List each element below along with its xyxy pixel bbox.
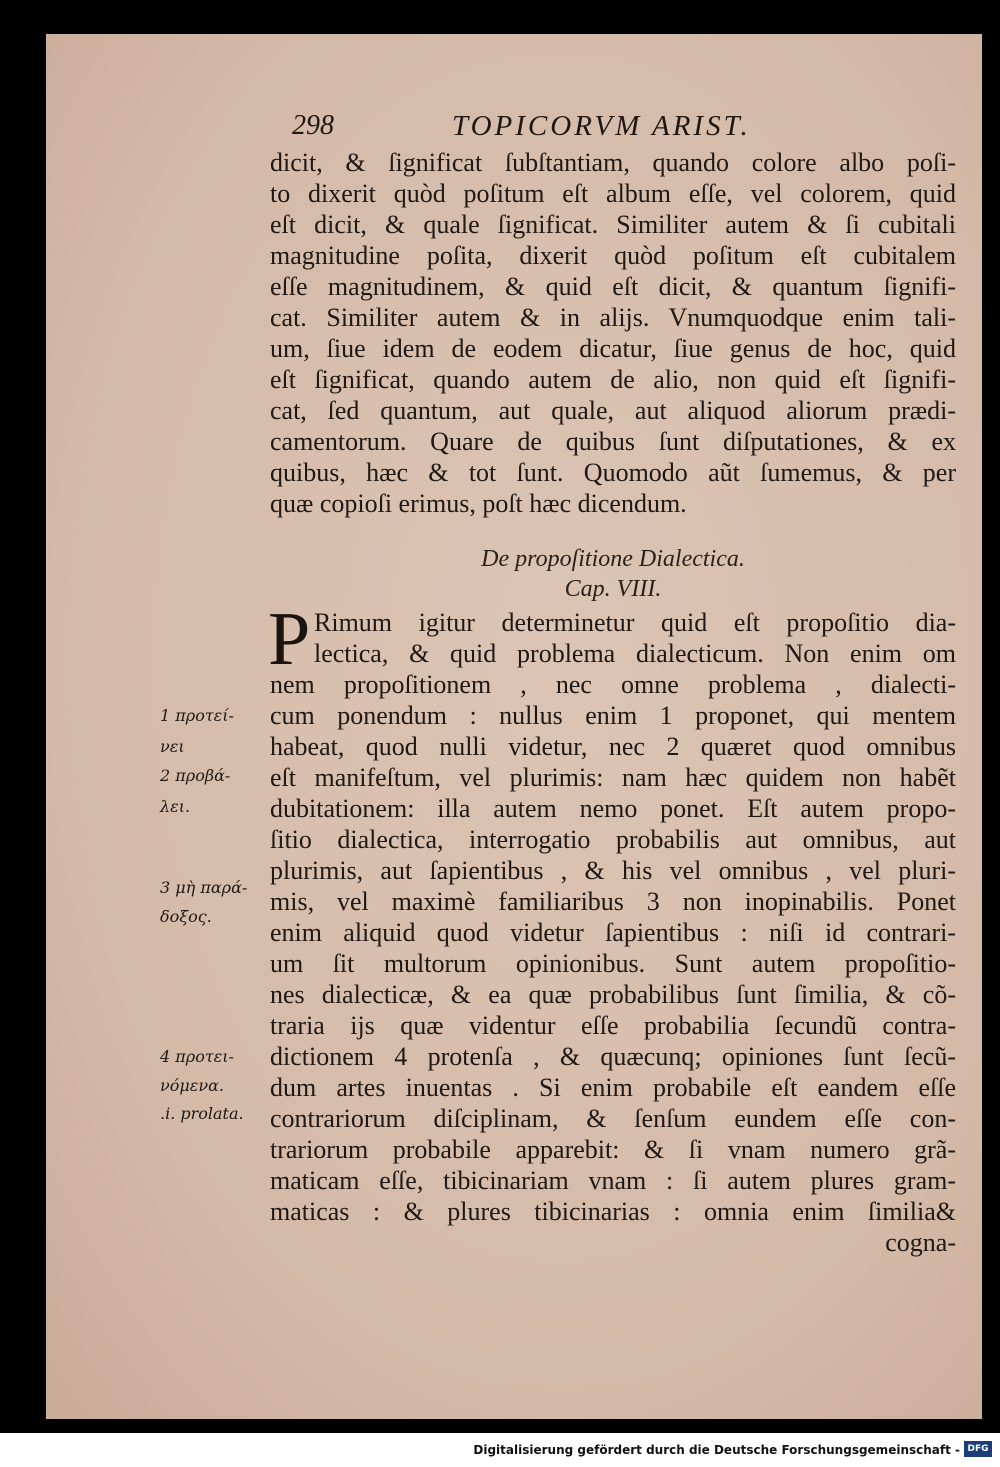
text-line: dictionem 4 protenſa , & quæcunq; opiniones ſunt ſecũ- bbox=[270, 1042, 956, 1071]
text-line: to dixerit quòd poſitum eſt album eſſe, vel colorem, quid bbox=[270, 179, 956, 208]
dfg-logo: DFG bbox=[964, 1441, 992, 1457]
page-header bbox=[0, 110, 1000, 150]
marginal-note: νει bbox=[160, 737, 185, 756]
text-line: um ſit multorum opinionibus. Sunt autem propoſitio- bbox=[270, 949, 956, 978]
marginal-note: 4 προτει- bbox=[160, 1047, 234, 1066]
text-line: magnitudine poſita, dixerit quòd poſitum eſt cubitalem bbox=[270, 241, 956, 270]
text-line: quæ copioſi erimus, poſt hæc dicendum. bbox=[270, 489, 687, 518]
text-line: cat. Similiter autem & in alijs. Vnumquodque enim tali- bbox=[270, 303, 956, 332]
drop-cap: P bbox=[268, 597, 311, 681]
top-paragraph bbox=[270, 147, 956, 519]
chapter-number: Cap. VIII. bbox=[564, 576, 662, 602]
text-line: Rimum igitur determinetur quid eſt propoſitio dia- bbox=[314, 608, 956, 637]
text-line: maticas : & plures tibicinarias : omnia enim ſimilia& bbox=[270, 1197, 956, 1226]
text-line: nem propoſitionem , nec omne problema , dialecti- bbox=[270, 670, 956, 699]
marginal-note: .i. prolata. bbox=[160, 1104, 244, 1123]
funding-notice: Digitalisierung gefördert durch die Deutsche Forschungsgemeinschaft - bbox=[473, 1443, 960, 1457]
marginal-note: νόμενα. bbox=[160, 1076, 224, 1095]
text-line: eſt dicit, & quale ſignificat. Similiter autem & ſi cubitali bbox=[270, 210, 956, 239]
marginal-note: 2 προβά- bbox=[160, 766, 231, 785]
text-line: dicit, & ſignificat ſubſtantiam, quando colore albo poſi- bbox=[270, 148, 956, 177]
text-line: camentorum. Quare de quibus ſunt diſputationes, & ex bbox=[270, 427, 956, 456]
text-line: plurimis, aut ſapientibus , & his vel omnibus , vel pluri- bbox=[270, 856, 956, 885]
text-line: traria ijs quæ videntur eſſe probabilia ſecundũ contra- bbox=[270, 1011, 956, 1040]
text-line: eſt ſignificat, quando autem de alio, non quid eſt ſignifi- bbox=[270, 365, 956, 394]
text-line: nes dialecticæ, & ea quæ probabilibus ſunt ſimilia, & cõ- bbox=[270, 980, 956, 1009]
text-line: ſitio dialectica, interrogatio probabilis aut omnibus, aut bbox=[270, 825, 956, 854]
text-line: cat, ſed quantum, aut quale, aut aliquod aliorum prædi- bbox=[270, 396, 956, 425]
marginal-note: δοξος. bbox=[160, 907, 212, 926]
text-line: cum ponendum : nullus enim 1 proponet, qui mentem bbox=[270, 701, 956, 730]
text-line: dubitationem: illa autem nemo ponet. Eſt autem propo- bbox=[270, 794, 956, 823]
text-line: contrariorum diſciplinam, & ſenſum eundem eſſe con- bbox=[270, 1104, 956, 1133]
marginal-note: 3 μὴ παρά- bbox=[160, 878, 248, 897]
text-line: enim aliquid quod videtur ſapientibus : niſi id contrari- bbox=[270, 918, 956, 947]
running-title: TOPICORVM ARIST. bbox=[452, 110, 751, 142]
digitization-footer bbox=[0, 1433, 1000, 1467]
text-line: habeat, quod nulli videtur, nec 2 quæret quod omnibus bbox=[270, 732, 956, 761]
text-line: mis, vel maximè familiaribus 3 non inopinabilis. Ponet bbox=[270, 887, 956, 916]
section-title: De propoſitione Dialectica. bbox=[481, 546, 745, 572]
catchword: cogna- bbox=[885, 1228, 956, 1257]
text-line: trariorum probabile apparebit: & ſi vnam numero grã- bbox=[270, 1135, 956, 1164]
text-line: quibus, hæc & tot ſunt. Quomodo aũt ſumemus, & per bbox=[270, 458, 956, 487]
chapter-lines-indented bbox=[314, 607, 956, 669]
section-heading bbox=[270, 544, 956, 604]
text-line: eſſe magnitudinem, & quid eſt dicit, & quantum ſignifi- bbox=[270, 272, 956, 301]
folio-number: 298 bbox=[292, 110, 334, 141]
marginal-note: 1 προτεί- bbox=[160, 706, 234, 725]
text-line: eſt manifeſtum, vel plurimis: nam hæc quidem non habẽt bbox=[270, 763, 956, 792]
chapter-paragraph bbox=[270, 669, 956, 1258]
marginal-note: λει. bbox=[160, 797, 191, 816]
text-line: dum artes inuentas . Si enim probabile eſt eandem eſſe bbox=[270, 1073, 956, 1102]
text-line: um, ſiue idem de eodem dicatur, ſiue genus de hoc, quid bbox=[270, 334, 956, 363]
text-line: lectica, & quid problema dialecticum. Non enim om bbox=[314, 639, 956, 668]
text-line: maticam eſſe, tibicinariam vnam : ſi autem plures gram- bbox=[270, 1166, 956, 1195]
